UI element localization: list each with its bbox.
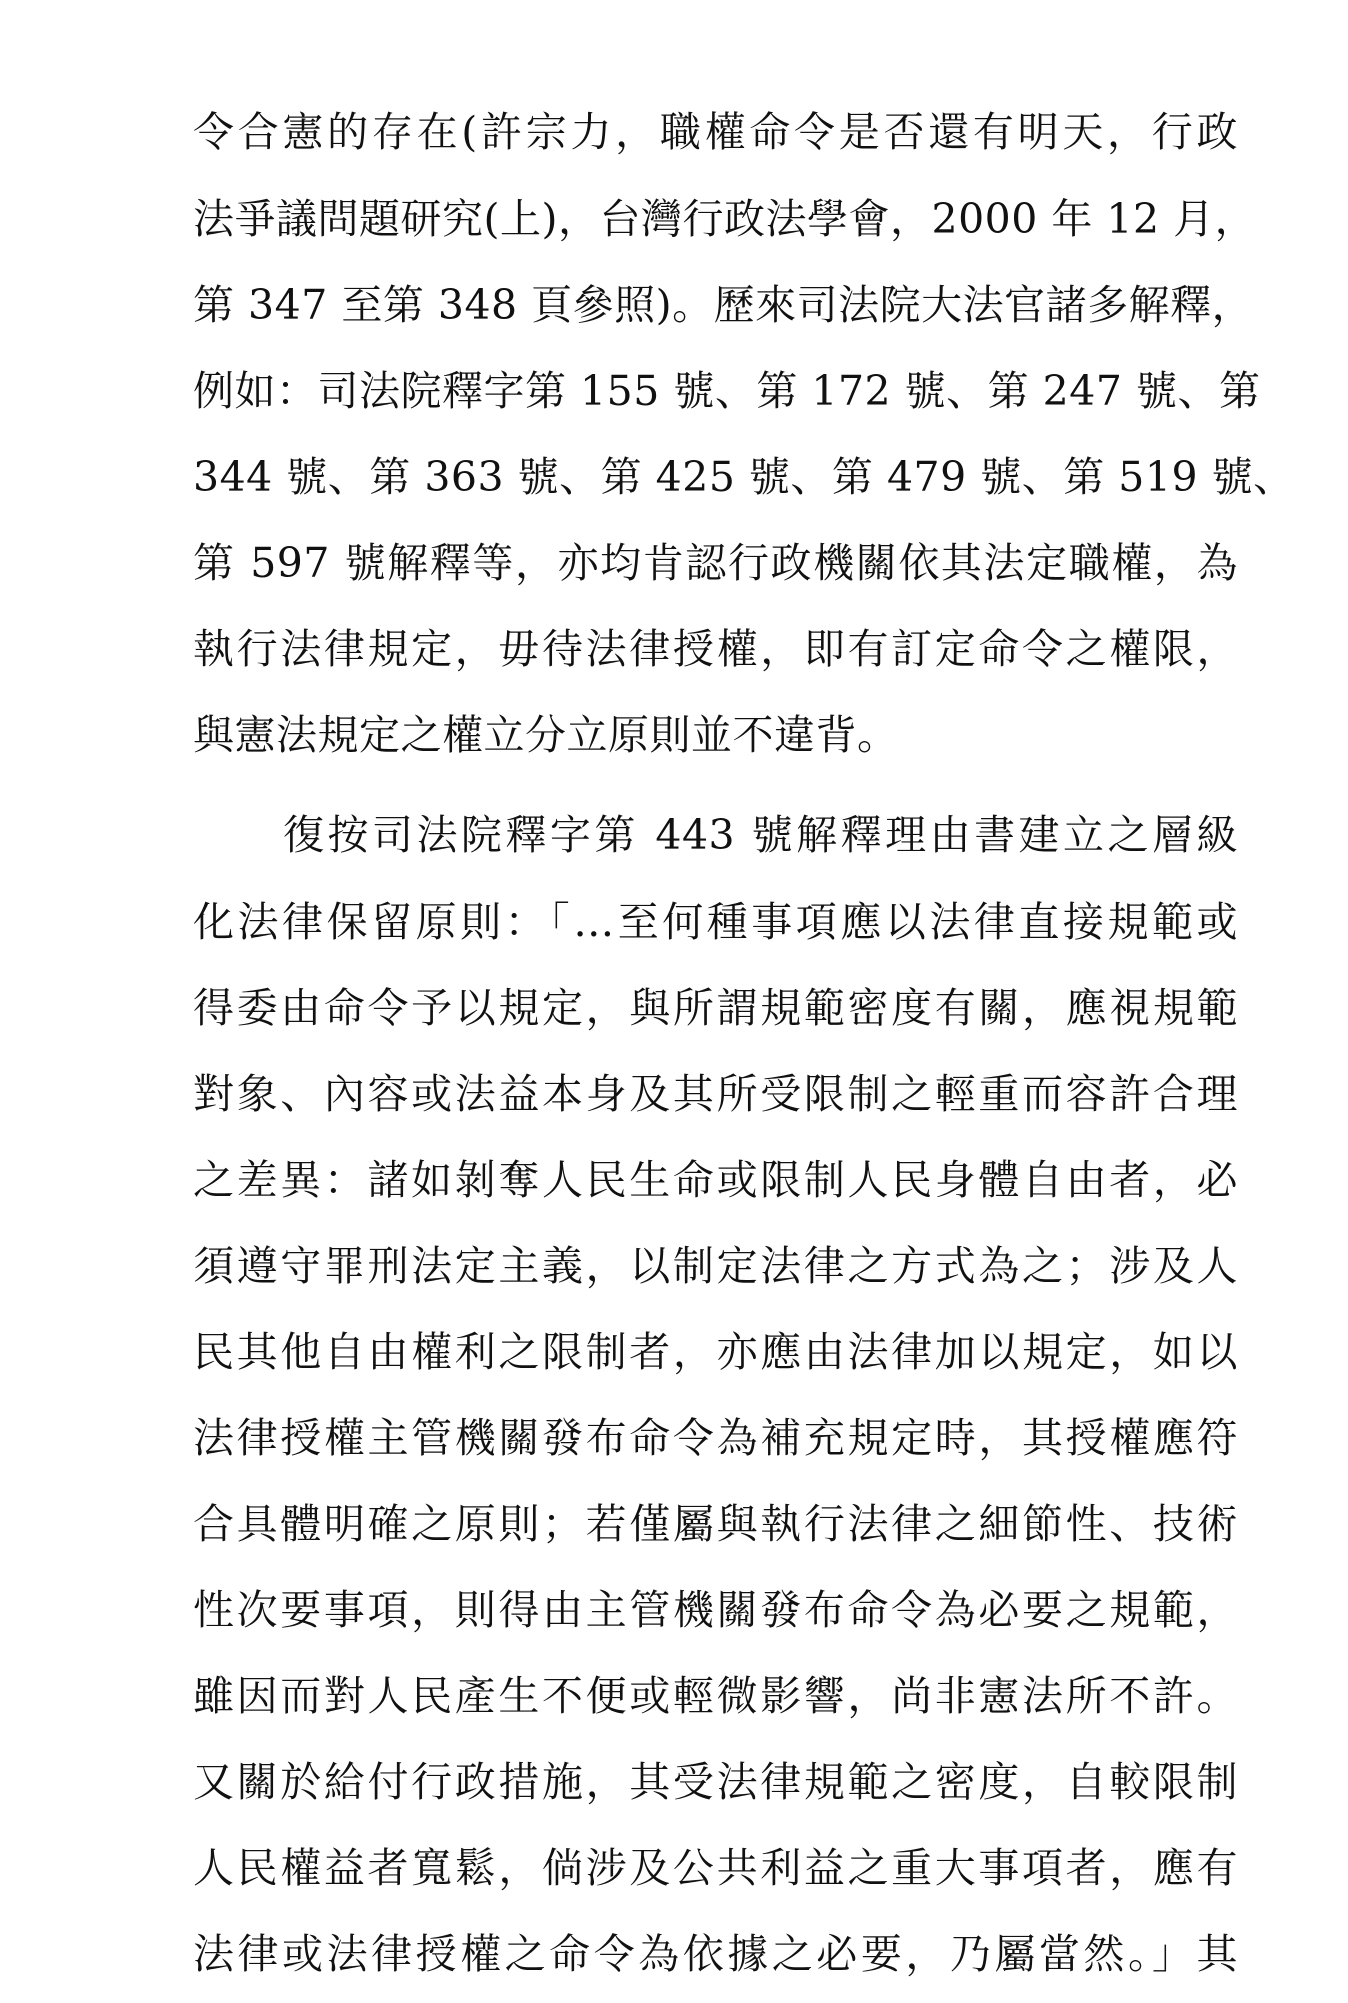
text-line: 令合憲的存在(許宗力，職權命令是否還有明天，行政 xyxy=(193,108,1238,156)
text-line: 執行法律規定，毋待法律授權，即有訂定命令之權限， xyxy=(193,625,1238,673)
text-line: 344 號、第 363 號、第 425 號、第 479 號、第 519 號、 xyxy=(193,453,1295,501)
text-line: 又關於給付行政措施，其受法律規範之密度，自較限制 xyxy=(193,1758,1238,1806)
text-line: 化法律保留原則：「…至何種事項應以法律直接規範或 xyxy=(193,898,1238,946)
text-line: 第 597 號解釋等，亦均肯認行政機關依其法定職權，為 xyxy=(193,539,1238,587)
text-line: 得委由命令予以規定，與所謂規範密度有關，應視規範 xyxy=(193,984,1238,1032)
text-line: 合具體明確之原則；若僅屬與執行法律之細節性、技術 xyxy=(193,1500,1238,1548)
text-line: 人民權益者寬鬆，倘涉及公共利益之重大事項者，應有 xyxy=(193,1844,1238,1892)
text-line: 法爭議問題研究(上)，台灣行政法學會，2000 年 12 月， xyxy=(193,195,1257,243)
text-line: 之差異：諸如剝奪人民生命或限制人民身體自由者，必 xyxy=(193,1156,1238,1204)
text-line: 須遵守罪刑法定主義，以制定法律之方式為之；涉及人 xyxy=(193,1242,1238,1290)
text-line: 法律授權主管機關發布命令為補充規定時，其授權應符 xyxy=(193,1414,1238,1462)
text-line: 對象、內容或法益本身及其所受限制之輕重而容許合理 xyxy=(193,1070,1238,1118)
text-line: 與憲法規定之權立分立原則並不違背。 xyxy=(193,711,899,759)
text-line: 雖因而對人民產生不便或輕微影響，尚非憲法所不許。 xyxy=(193,1672,1238,1720)
text-line: 民其他自由權利之限制者，亦應由法律加以規定，如以 xyxy=(193,1328,1238,1376)
text-line: 第 347 至第 348 頁參照)。歷來司法院大法官諸多解釋， xyxy=(193,281,1254,329)
text-line: 性次要事項，則得由主管機關發布命令為必要之規範， xyxy=(193,1586,1238,1634)
text-line: 復按司法院釋字第 443 號解釋理由書建立之層級 xyxy=(283,811,1238,859)
text-line: 法律或法律授權之命令為依據之必要，乃屬當然。」其 xyxy=(193,1930,1238,1978)
text-line: 例如：司法院釋字第 155 號、第 172 號、第 247 號、第 xyxy=(193,367,1261,415)
